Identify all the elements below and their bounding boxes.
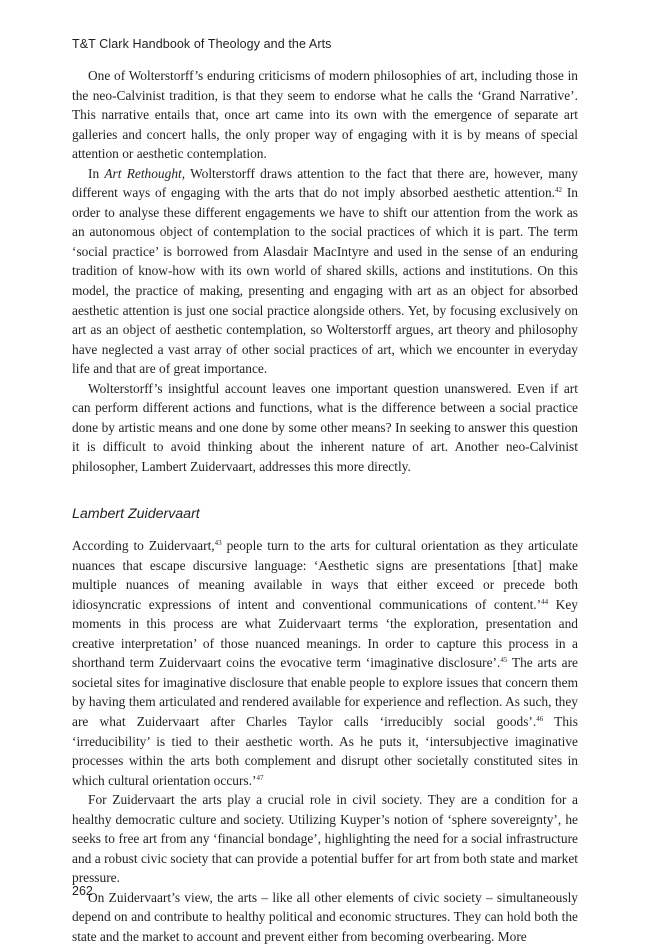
paragraph-cultural-orientation xyxy=(72,536,578,790)
text-run: Key moments in this process are what Zuidervaart terms ‘the exploration, presentation and creative interpretation’ of those nuanced meanings. In order to capture this process in a shorthand term Zuidervaart coins the evocative term ‘imaginative disclosure’. xyxy=(72,596,578,671)
text-run: In xyxy=(88,165,105,181)
page-number: 262 xyxy=(72,884,93,898)
footnote-ref: 43 xyxy=(214,539,222,548)
footnote-ref: 44 xyxy=(541,597,549,606)
paragraph-grand-narrative: One of Wolterstorff’s enduring criticisms of modern philosophies of art, including those in the neo-Calvinist tradition, is that they seem to endorse what he calls the ‘Grand Narrative’. This narrative entails that, once art came into its own with the emergence of separate art galleries and concert halls, the only proper way of engaging with it is by means of special attention or aesthetic contemplation. xyxy=(72,68,578,162)
footnote-ref: 42 xyxy=(555,186,563,195)
text-run: Wolterstorff draws attention to the fact that there are, however, many different ways of engaging with the arts that do not imply absorbed aesthetic attention. xyxy=(72,165,578,201)
text-run: In order to analyse these different engagements we have to shift our attention from the work as an autonomous object of contemplation to the social practices of which it is part. The term ‘social practice’ is borrowed from Alasdair MacIntyre and used in the sense of an enduring tradition of know-how with its own world of shared skills, actions and institutions. On this model, the practice of making, presenting and engaging with art as an object for absorbed aesthetic attention is just one social practice alongside others. Yet, by focusing exclusively on art as an object of aesthetic contemplation, so Wolterstorff argues, art theory and philosophy have neglected a vast array of other social practices of art, which we encounter in everyday life and that are of great importance. xyxy=(72,185,578,377)
footnote-ref: 46 xyxy=(536,714,544,723)
book-title: Art Rethought, xyxy=(104,165,186,181)
running-head: T&T Clark Handbook of Theology and the Arts xyxy=(72,37,332,51)
paragraph-civil-society: For Zuidervaart the arts play a crucial role in civil society. They are a condition for a healthy democratic culture and society. Utilizing Kuyper’s notion of ‘sphere sovereignty’, he seeks to free art from any ‘financial bondage’, highlighting the need for a social infrastructure and a robust civic society that can provide a potential buffer for art from both state and market pressure. xyxy=(72,792,578,886)
footnote-ref: 47 xyxy=(256,773,264,782)
section-heading: Lambert Zuidervaart xyxy=(72,506,200,523)
paragraph-art-rethought xyxy=(72,164,578,379)
footnote-ref: 45 xyxy=(500,656,508,665)
text-run: people turn to the arts for cultural orientation as they articulate nuances that escape discursive language: ‘Aesthetic signs are presentations [that] make multiple nuances of meaning available in ways that either exceed or precede both idiosyncratic expressions of intent and conventional communications of content.’ xyxy=(72,538,578,612)
paragraph-unanswered-question: Wolterstorff’s insightful account leaves one important question unanswered. Even if art can perform different actions and functions, what is the difference between a social practice done by artistic means and one done by some other means? In seeking to answer this question it is difficult to avoid thinking about the inherent nature of art. Another neo-Calvinist philosopher, Lambert Zuidervaart, addresses this more directly. xyxy=(72,380,578,474)
text-run: According to Zuidervaart, xyxy=(72,538,215,554)
body-text xyxy=(72,66,578,947)
paragraph-civic-structures: On Zuidervaart’s view, the arts – like all other elements of civic society – simultaneously depend on and contribute to healthy political and economic structures. They can hold both the state and the market to account and prevent either from becoming overbearing. More xyxy=(72,889,578,944)
text-run: The arts are societal sites for imaginative disclosure that enable people to explore issues that concern them by having them articulated and rendered available for experience and reflection. As such, they are what Zuidervaart after Charles Taylor calls ‘irreducibly social goods’. xyxy=(72,655,578,729)
text-run: This ‘irreducibility’ is tied to their aesthetic worth. As he puts it, ‘intersubjective imaginative processes within the arts both complement and disrupt other societally constituted sites in which cultural orientation occurs.’ xyxy=(72,713,578,788)
